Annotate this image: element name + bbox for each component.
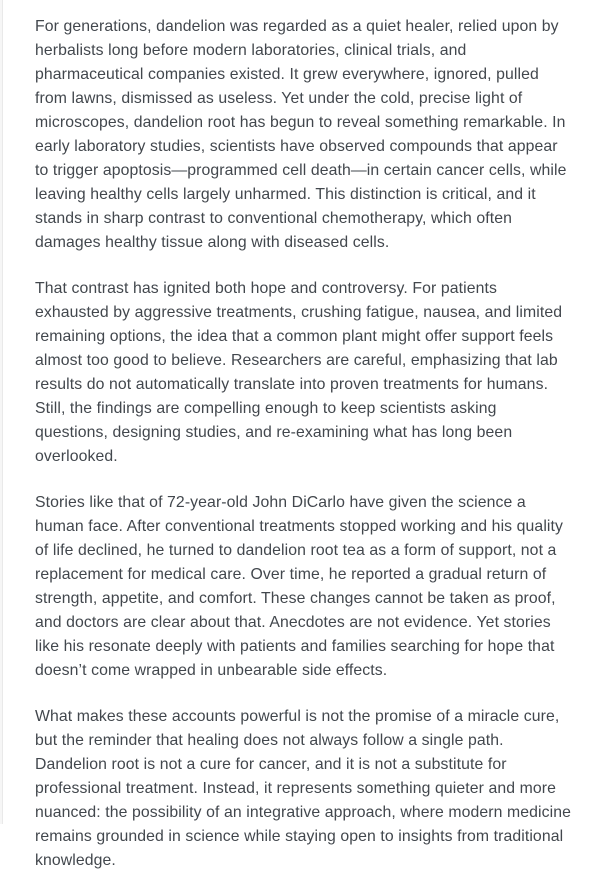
paragraph-integrative-approach: What makes these accounts powerful is not the promise of a miracle cure, but the reminder that healing does not always follow a single path. Dandelion root is not a cure for cancer, and it is not a substitute for professional treatment. Instead, it represents something quieter and more nuanced: the possibility of an integrative approach, where modern medicine remains grounded in science while staying open to insights from traditional knowledge.	[35, 708, 572, 869]
paragraph-dandelion-history: For generations, dandelion was regarded as a quiet healer, relied upon by herbalists long before modern laboratories, clinical trials, and pharmaceutical companies existed. It grew everywhere, ignored, pulled from lawns, dismissed as useless. Yet under the cold, precise light of microscopes, dandelion root has begun to reveal something remarkable. In early laboratory studies, scientists have observed compounds that appear to trigger apoptosis—programmed cell death—in certain cancer cells, while leaving healthy cells largely unharmed. This distinction is critical, and it stands in sharp contrast to conventional chemotherapy, which often damages healthy tissue along with diseased cells.	[35, 18, 567, 251]
paragraph-john-dicarlo-story: Stories like that of 72-year-old John DiCarlo have given the science a human face. After conventional treatments stopped working and his quality of life declined, he turned to dandelion root tea as a form of support, not a replacement for medical care. Over time, he reported a gradual return of strength, appetite, and comfort. These changes cannot be taken as proof, and doctors are clear about that. Anecdotes are not evidence. Yet stories like his resonate deeply with patients and families searching for hope that doesn’t come wrapped in unbearable side effects.	[35, 494, 564, 679]
paragraph-hope-and-controversy: That contrast has ignited both hope and controversy. For patients exhausted by aggressive treatments, crushing fatigue, nausea, and limited remaining options, the idea that a common plant might offer support feels almost too good to believe. Researchers are careful, emphasizing that lab results do not automatically translate into proven treatments for humans. Still, the findings are compelling enough to keep scientists asking questions, designing studies, and re-examining what has long been overlooked.	[35, 280, 563, 465]
page-left-edge	[0, 0, 3, 824]
